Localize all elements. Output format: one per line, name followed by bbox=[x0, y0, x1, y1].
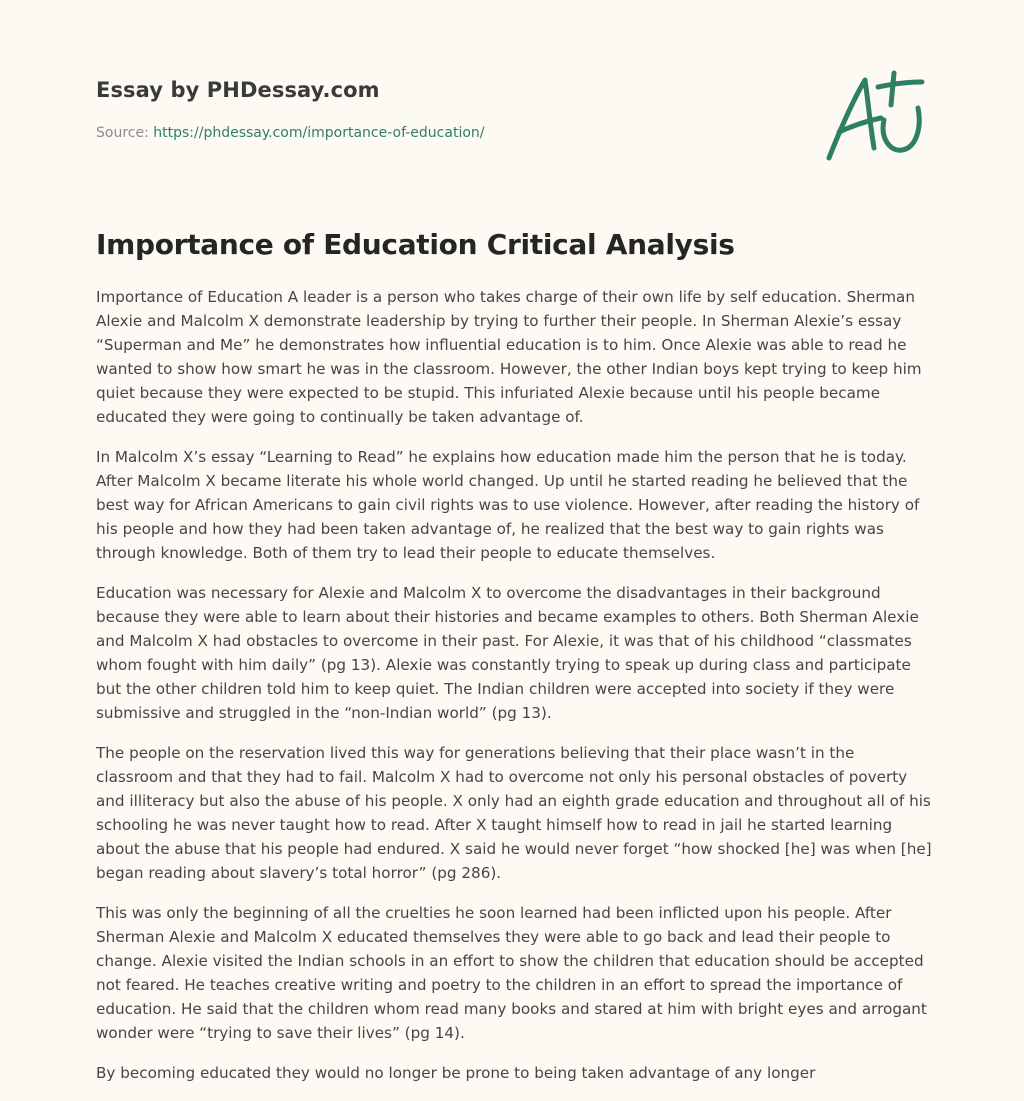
paragraph: Importance of Education A leader is a person who takes charge of their own life by self education. Sherman Alexie and Malcolm X demonstrate leadership by trying to further their people. In Sherman Alexie’s essay “Superman and Me” he demonstrates how influential education is to him. Once Alexie was able to read he wanted to show how smart he was in the classroom. However, the other Indian boys kept trying to keep him quiet because they were expected to be stupid. This infuriated Alexie because until his people became educated they were going to continually be taken advantage of. bbox=[96, 288, 922, 426]
paragraph: By becoming educated they would no longer be prone to being taken advantage of any longer bbox=[96, 1064, 816, 1082]
paragraph: In Malcolm X’s essay “Learning to Read” he explains how education made him the person that he is today. After Malcolm X became literate his whole world changed. Up until he started reading he believed that the best way for African Americans to gain civil rights was to use violence. However, after reading the history of his people and how they had been taken advantage of, he realized that the best way to gain rights was through knowledge. Both of them try to lead their people to educate themselves. bbox=[96, 448, 920, 562]
a-plus-grade-icon bbox=[822, 68, 928, 164]
paragraph: Education was necessary for Alexie and Malcolm X to overcome the disadvantages in their background because they were able to learn about their histories and became examples to others. Both Sherman Alexie and Malcolm X had obstacles to overcome in their past. For Alexie, it was that of his childhood “classmates whom fought with him daily” (pg 13). Alexie was constantly trying to speak up during class and participate but the other children told him to keep quiet. The Indian children were accepted into society if they were submissive and struggled in the “non-Indian world” (pg 13). bbox=[96, 584, 919, 722]
source-label: Source: bbox=[96, 125, 154, 141]
brand-title: Essay by PHDessay.com bbox=[96, 78, 380, 102]
article-body bbox=[96, 285, 932, 1101]
source-line bbox=[96, 123, 696, 143]
source-link[interactable]: https://phdessay.com/importance-of-education/ bbox=[153, 125, 485, 141]
paragraph: The people on the reservation lived this way for generations believing that their place wasn’t in the classroom and that they had to fail. Malcolm X had to overcome not only his personal obstacles of poverty and illiteracy but also the abuse of his people. X only had an eighth grade education and throughout all of his schooling he was never taught how to read. After X taught himself how to read in jail he started learning about the abuse that his people had endured. X said he would never forget “how shocked [he] was when [he] began reading about slavery’s total horror” (pg 286). bbox=[96, 744, 932, 882]
paragraph: This was only the beginning of all the cruelties he soon learned had been inflicted upon his people. After Sherman Alexie and Malcolm X educated themselves they were able to go back and lead their people to change. Alexie visited the Indian schools in an effort to show the children that education should be accepted not feared. He teaches creative writing and poetry to the children in an effort to spread the importance of education. He said that the children whom read many books and stared at him with bright eyes and arrogant wonder were “trying to save their lives” (pg 14). bbox=[96, 904, 927, 1042]
essay-header bbox=[96, 76, 696, 143]
article-title: Importance of Education Critical Analysis bbox=[96, 228, 735, 261]
